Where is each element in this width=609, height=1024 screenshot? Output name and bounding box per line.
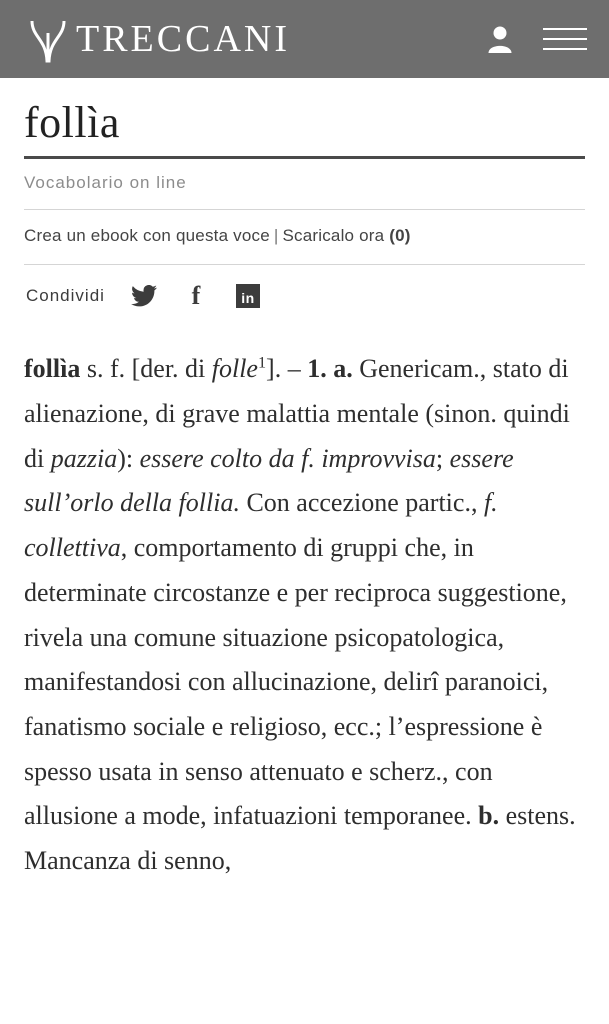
download-ebook-link[interactable]: Scaricalo ora [282,226,385,246]
site-header [0,0,609,78]
hamburger-menu-icon[interactable] [543,24,587,54]
sense-letter-a: a. [333,354,353,384]
sense-1a-text-3: ; [435,443,450,473]
sense-1a-text-5: , comportamento di gruppi che, in determinate circostanze e per reciproca suggestione, rivela una comune situazione psicopatologica, manifestandosi con allucinazione, delirî paranoici, fanatismo sociale e religioso, ecc.; l’espressione è spesso usata in senso attenuato e scherz., con allusione a mode, infatuazioni temporanee. [24,533,567,831]
sense-number-1: 1. [307,354,327,384]
treccani-trident-icon [26,15,70,63]
ebook-actions [24,226,585,246]
brand-logo[interactable] [26,15,290,63]
linkedin-in-icon[interactable] [235,283,261,309]
sense-letter-b: b. [478,801,500,831]
etymon-close: ]. – [266,354,308,384]
page-title: follìa [24,98,120,147]
subtitle-divider [24,209,585,210]
brand-name: TRECCANI [76,18,290,60]
linkedin-badge: in [236,284,260,308]
sense-1a-text-1: Genericam., stato di alienazione, di grave malattia mentale (sinon. quindi di [24,354,570,473]
sense-1a-text-4: Con accezione partic., [239,488,484,518]
definition-body [24,347,585,884]
sense-1a-italic-4: f. collettiva [24,488,498,563]
etymon: folle [211,354,258,384]
sense-1a-text-2: ): [117,443,140,473]
ebook-separator: | [273,226,279,246]
sense-1a-italic-1: pazzia [50,443,118,473]
ebook-count: (0) [389,226,411,246]
share-row [24,283,585,309]
user-account-icon[interactable] [487,24,513,54]
sense-1a-italic-2: essere colto da f. improvvisa [139,443,436,473]
headword: follìa [24,354,81,384]
create-ebook-link[interactable]: Crea un ebook con questa voce [24,226,270,246]
sense-1a-italic-3: essere sull’orlo della follia. [24,443,514,518]
sense-1b-text: estens. Mancanza di senno, [24,801,576,876]
etymon-superscript: 1 [257,354,267,372]
entry-subtitle: Vocabolario on line [24,173,187,193]
entry-content [0,100,609,884]
facebook-f-icon[interactable]: f [191,281,201,311]
ebook-divider [24,264,585,265]
twitter-bird-icon[interactable] [131,283,157,309]
share-label: Condividi [26,286,105,306]
grammar-label: s. f. [der. di [80,354,212,384]
header-actions [487,24,587,54]
title-divider [24,156,585,159]
